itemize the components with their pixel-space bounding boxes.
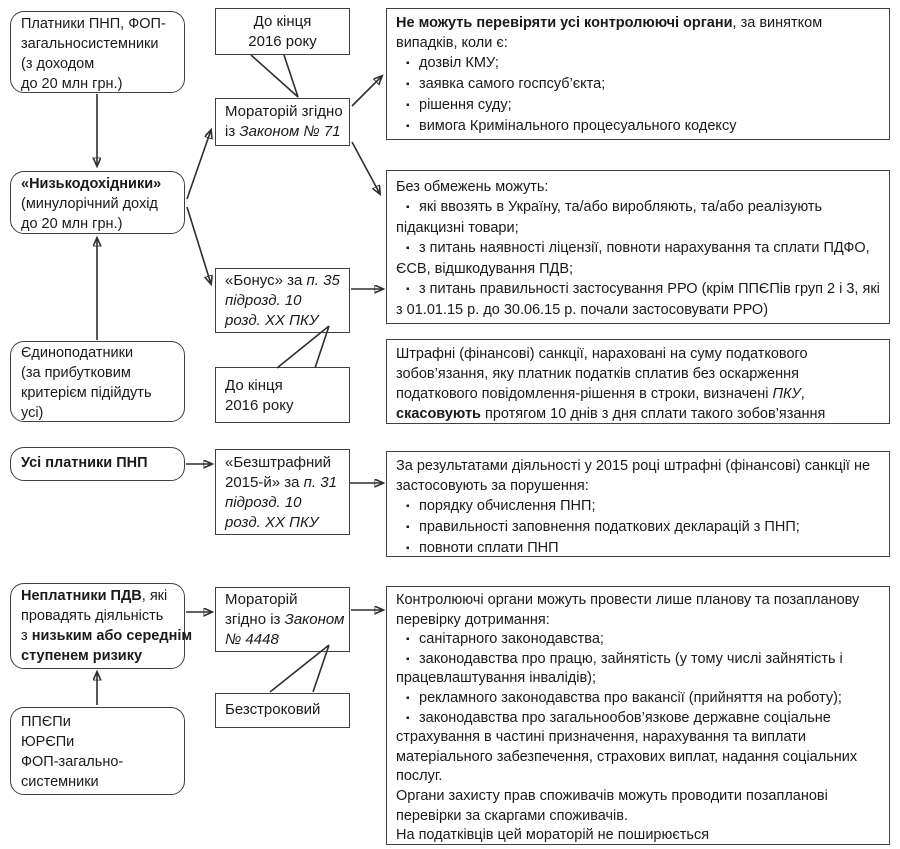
box-no-fine-seg: підрозд. 10 bbox=[225, 494, 302, 511]
box-non-vat bbox=[10, 583, 193, 669]
box-planned-checks-title: Контролюючі органи можуть провести лише планову та позапланову перевірку дотримання: bbox=[396, 592, 860, 628]
list-item bbox=[396, 689, 881, 709]
list-item bbox=[396, 650, 881, 689]
box-results-2015 bbox=[386, 451, 890, 557]
list-item-text: законодавства про загальнообов’язкове державне соціальне страхування в частині призначення, нарахування та виплати матеріального забезпечення, страхових виплат, надання соціальних послуг. bbox=[396, 709, 858, 785]
arrow-moratorium71-to-nolimits bbox=[352, 142, 380, 194]
list-item-text: правильності заповнення податкових декларацій з ПНП; bbox=[419, 519, 800, 535]
bullet-icon: ▪ bbox=[406, 501, 410, 512]
box-planned-checks-note: На податківців цей мораторій не поширюється bbox=[396, 827, 710, 844]
list-item bbox=[396, 74, 881, 95]
box-low-income-line: (минулорічний дохід bbox=[21, 196, 158, 212]
box-non-vat-seg: провадять діяльність bbox=[21, 608, 164, 624]
list-item-text: санітарного законодавства; bbox=[419, 631, 604, 648]
box-no-fine-seg: п. 31 bbox=[303, 474, 337, 491]
box-payers-pnp-line: (з доходом bbox=[21, 56, 95, 72]
box-single-tax-line: критерієм підійдуть bbox=[21, 385, 152, 401]
box-fines-cancelled-seg: Штрафні (фінансові) санкції, нараховані на суму податкового зобов’язання, яку платник податків сплатив без оскарження податкового повідомлення-рішення в строки, визначені bbox=[396, 346, 808, 402]
bullet-icon: ▪ bbox=[406, 653, 410, 665]
list-item-text: рекламного законодавства про вакансії (прийняття на роботу); bbox=[419, 689, 842, 706]
callout-line: До кінця bbox=[253, 13, 312, 30]
box-fines-cancelled-text bbox=[396, 344, 881, 424]
box-bonus-seg: розд. ХХ ПКУ bbox=[225, 312, 319, 329]
box-all-pnp bbox=[10, 447, 185, 481]
box-fines-cancelled-seg: ПКУ bbox=[772, 386, 801, 402]
box-cannot-check-title: , за винятком випадків, коли є: bbox=[396, 15, 823, 51]
bullet-icon: ▪ bbox=[406, 58, 410, 69]
box-moratorium-71 bbox=[215, 98, 350, 146]
list-item-text: рішення суду; bbox=[419, 97, 512, 113]
list-item bbox=[396, 709, 881, 787]
box-low-income bbox=[10, 171, 185, 234]
callout-line: Безстроковий bbox=[225, 701, 321, 718]
callout-tail-indefinite bbox=[270, 645, 329, 692]
box-fines-cancelled-seg: скасовують bbox=[396, 406, 481, 422]
list-item-text: повноти сплати ПНП bbox=[419, 540, 559, 556]
box-low-income-line: до 20 млн грн.) bbox=[21, 216, 123, 232]
list-item-text: дозвіл КМУ; bbox=[419, 55, 499, 71]
list-item bbox=[396, 53, 881, 74]
box-moratorium-71-line: Мораторій згідно bbox=[225, 103, 343, 120]
box-payers-pnp-line: до 20 млн грн.) bbox=[21, 76, 123, 92]
box-payers-pnp-line: загальносистемники bbox=[21, 36, 159, 52]
box-bonus-seg: п. 35 bbox=[306, 272, 340, 289]
list-item bbox=[396, 496, 881, 517]
callout-until-2016-top bbox=[215, 8, 350, 55]
box-payers-pnp-line: Платники ПНП, ФОП- bbox=[21, 16, 166, 32]
box-single-tax-line: усі) bbox=[21, 405, 44, 421]
list-item bbox=[396, 95, 881, 116]
box-ppep-line: ППЄПи bbox=[21, 714, 71, 730]
callout-line: 2016 року bbox=[225, 397, 294, 414]
box-all-pnp-title: Усі платники ПНП bbox=[21, 455, 148, 471]
box-non-vat-seg: ступенем ризику bbox=[21, 648, 143, 664]
list-item-text: порядку обчислення ПНП; bbox=[419, 498, 596, 514]
box-moratorium-4448-seg: Законом bbox=[284, 611, 345, 628]
bullet-icon: ▪ bbox=[406, 712, 410, 724]
callout-line: До кінця bbox=[225, 377, 283, 394]
box-moratorium-71-seg: Законом № 71 bbox=[239, 123, 341, 140]
callout-indefinite bbox=[215, 693, 350, 728]
box-moratorium-4448 bbox=[215, 587, 350, 652]
bullet-icon: ▪ bbox=[406, 522, 410, 533]
arrow-moratorium71-to-cannotcheck bbox=[352, 76, 382, 106]
box-fines-cancelled bbox=[386, 339, 890, 424]
box-payers-pnp bbox=[10, 11, 185, 93]
box-non-vat-seg: низьким або середнім bbox=[31, 628, 193, 644]
callout-tail-top bbox=[251, 55, 298, 97]
box-moratorium-71-seg: із bbox=[225, 123, 240, 140]
box-cannot-check-title: Не можуть перевіряти усі контролюючі органи bbox=[396, 15, 733, 31]
list-item bbox=[396, 630, 881, 650]
bullet-icon: ▪ bbox=[406, 202, 410, 213]
box-ppep-line: ФОП-загально- bbox=[21, 754, 124, 770]
box-planned-checks-note: Органи захисту прав споживачів можуть проводити позапланові перевірки за скаргами споживачів. bbox=[396, 787, 828, 824]
box-fines-cancelled-seg: , bbox=[800, 386, 805, 402]
bullet-icon: ▪ bbox=[406, 121, 410, 132]
box-ppep-line: ЮРЄПи bbox=[21, 734, 75, 750]
bullet-icon: ▪ bbox=[406, 543, 410, 554]
bullet-icon: ▪ bbox=[406, 634, 410, 646]
callout-until-2016-mid bbox=[215, 367, 350, 423]
box-single-tax bbox=[10, 341, 185, 422]
box-no-limits-title: Без обмежень можуть: bbox=[396, 179, 549, 195]
box-ppep bbox=[10, 707, 185, 795]
bullet-icon: ▪ bbox=[406, 243, 410, 254]
list-item bbox=[396, 116, 881, 137]
box-bonus-seg: «Бонус» за bbox=[225, 272, 307, 289]
box-low-income-title: «Низькодохідники» bbox=[21, 176, 162, 192]
box-cannot-check bbox=[386, 8, 890, 140]
box-no-fine-seg: розд. ХХ ПКУ bbox=[225, 514, 319, 531]
box-moratorium-4448-line: Мораторій bbox=[225, 591, 298, 608]
list-item-text: з питань наявності ліцензії, повноти нарахування та сплати ПДФО, ЄСВ, відшкодування ПДВ; bbox=[396, 240, 870, 277]
box-moratorium-4448-seg: № 4448 bbox=[225, 631, 279, 648]
list-item-text: які ввозять в Україну, та/або виробляють, та/або реалізують підакцизні товари; bbox=[396, 199, 823, 236]
box-non-vat-seg: , які bbox=[141, 588, 168, 604]
box-bonus-seg: підрозд. 10 bbox=[225, 292, 302, 309]
bullet-icon: ▪ bbox=[406, 284, 410, 295]
list-item-text: з питань правильності застосування РРО (крім ППЄПів груп 2 і 3, які з 01.01.15 р. до 30.06.15 р. почали застосовувати РРО) bbox=[396, 281, 880, 318]
list-item bbox=[396, 238, 881, 279]
box-no-fine-line: «Безштрафний bbox=[225, 454, 332, 471]
box-no-limits bbox=[386, 170, 890, 324]
box-no-fine-2015 bbox=[215, 449, 350, 535]
box-moratorium-4448-seg: згідно із bbox=[225, 611, 285, 628]
list-item bbox=[396, 517, 881, 538]
list-item bbox=[396, 279, 881, 320]
box-non-vat-seg: з bbox=[21, 628, 32, 644]
box-planned-checks bbox=[386, 586, 890, 845]
box-fines-cancelled-seg: протягом 10 днів з дня сплати такого зобов’язання bbox=[480, 406, 826, 422]
arrow-lowincome-to-bonus bbox=[187, 207, 211, 284]
bullet-icon: ▪ bbox=[406, 692, 410, 704]
list-item bbox=[396, 538, 881, 557]
list-item-text: законодавства про працю, зайнятість (у тому числі зайнятість і працевлаштування інвалідів); bbox=[396, 650, 843, 687]
box-non-vat-seg: Неплатники ПДВ bbox=[21, 588, 142, 604]
box-ppep-line: системники bbox=[21, 774, 99, 790]
list-item-text: вимога Кримінального процесуального кодексу bbox=[419, 118, 737, 134]
list-item-text: заявка самого госпсуб’єкта; bbox=[419, 76, 606, 92]
box-single-tax-line: Єдиноподатники bbox=[21, 345, 134, 361]
arrow-lowincome-to-moratorium71 bbox=[187, 130, 211, 199]
callout-line: 2016 року bbox=[248, 33, 317, 50]
box-single-tax-line: (за прибутковим bbox=[21, 365, 131, 381]
box-no-fine-seg: 2015-й» за bbox=[225, 474, 304, 491]
box-bonus bbox=[215, 268, 350, 333]
bullet-icon: ▪ bbox=[406, 100, 410, 111]
bullet-icon: ▪ bbox=[406, 79, 410, 90]
box-results-2015-title: За результатами діяльності у 2015 році штрафні (фінансові) санкції не застосовують за порушення: bbox=[396, 458, 871, 494]
list-item bbox=[396, 197, 881, 238]
